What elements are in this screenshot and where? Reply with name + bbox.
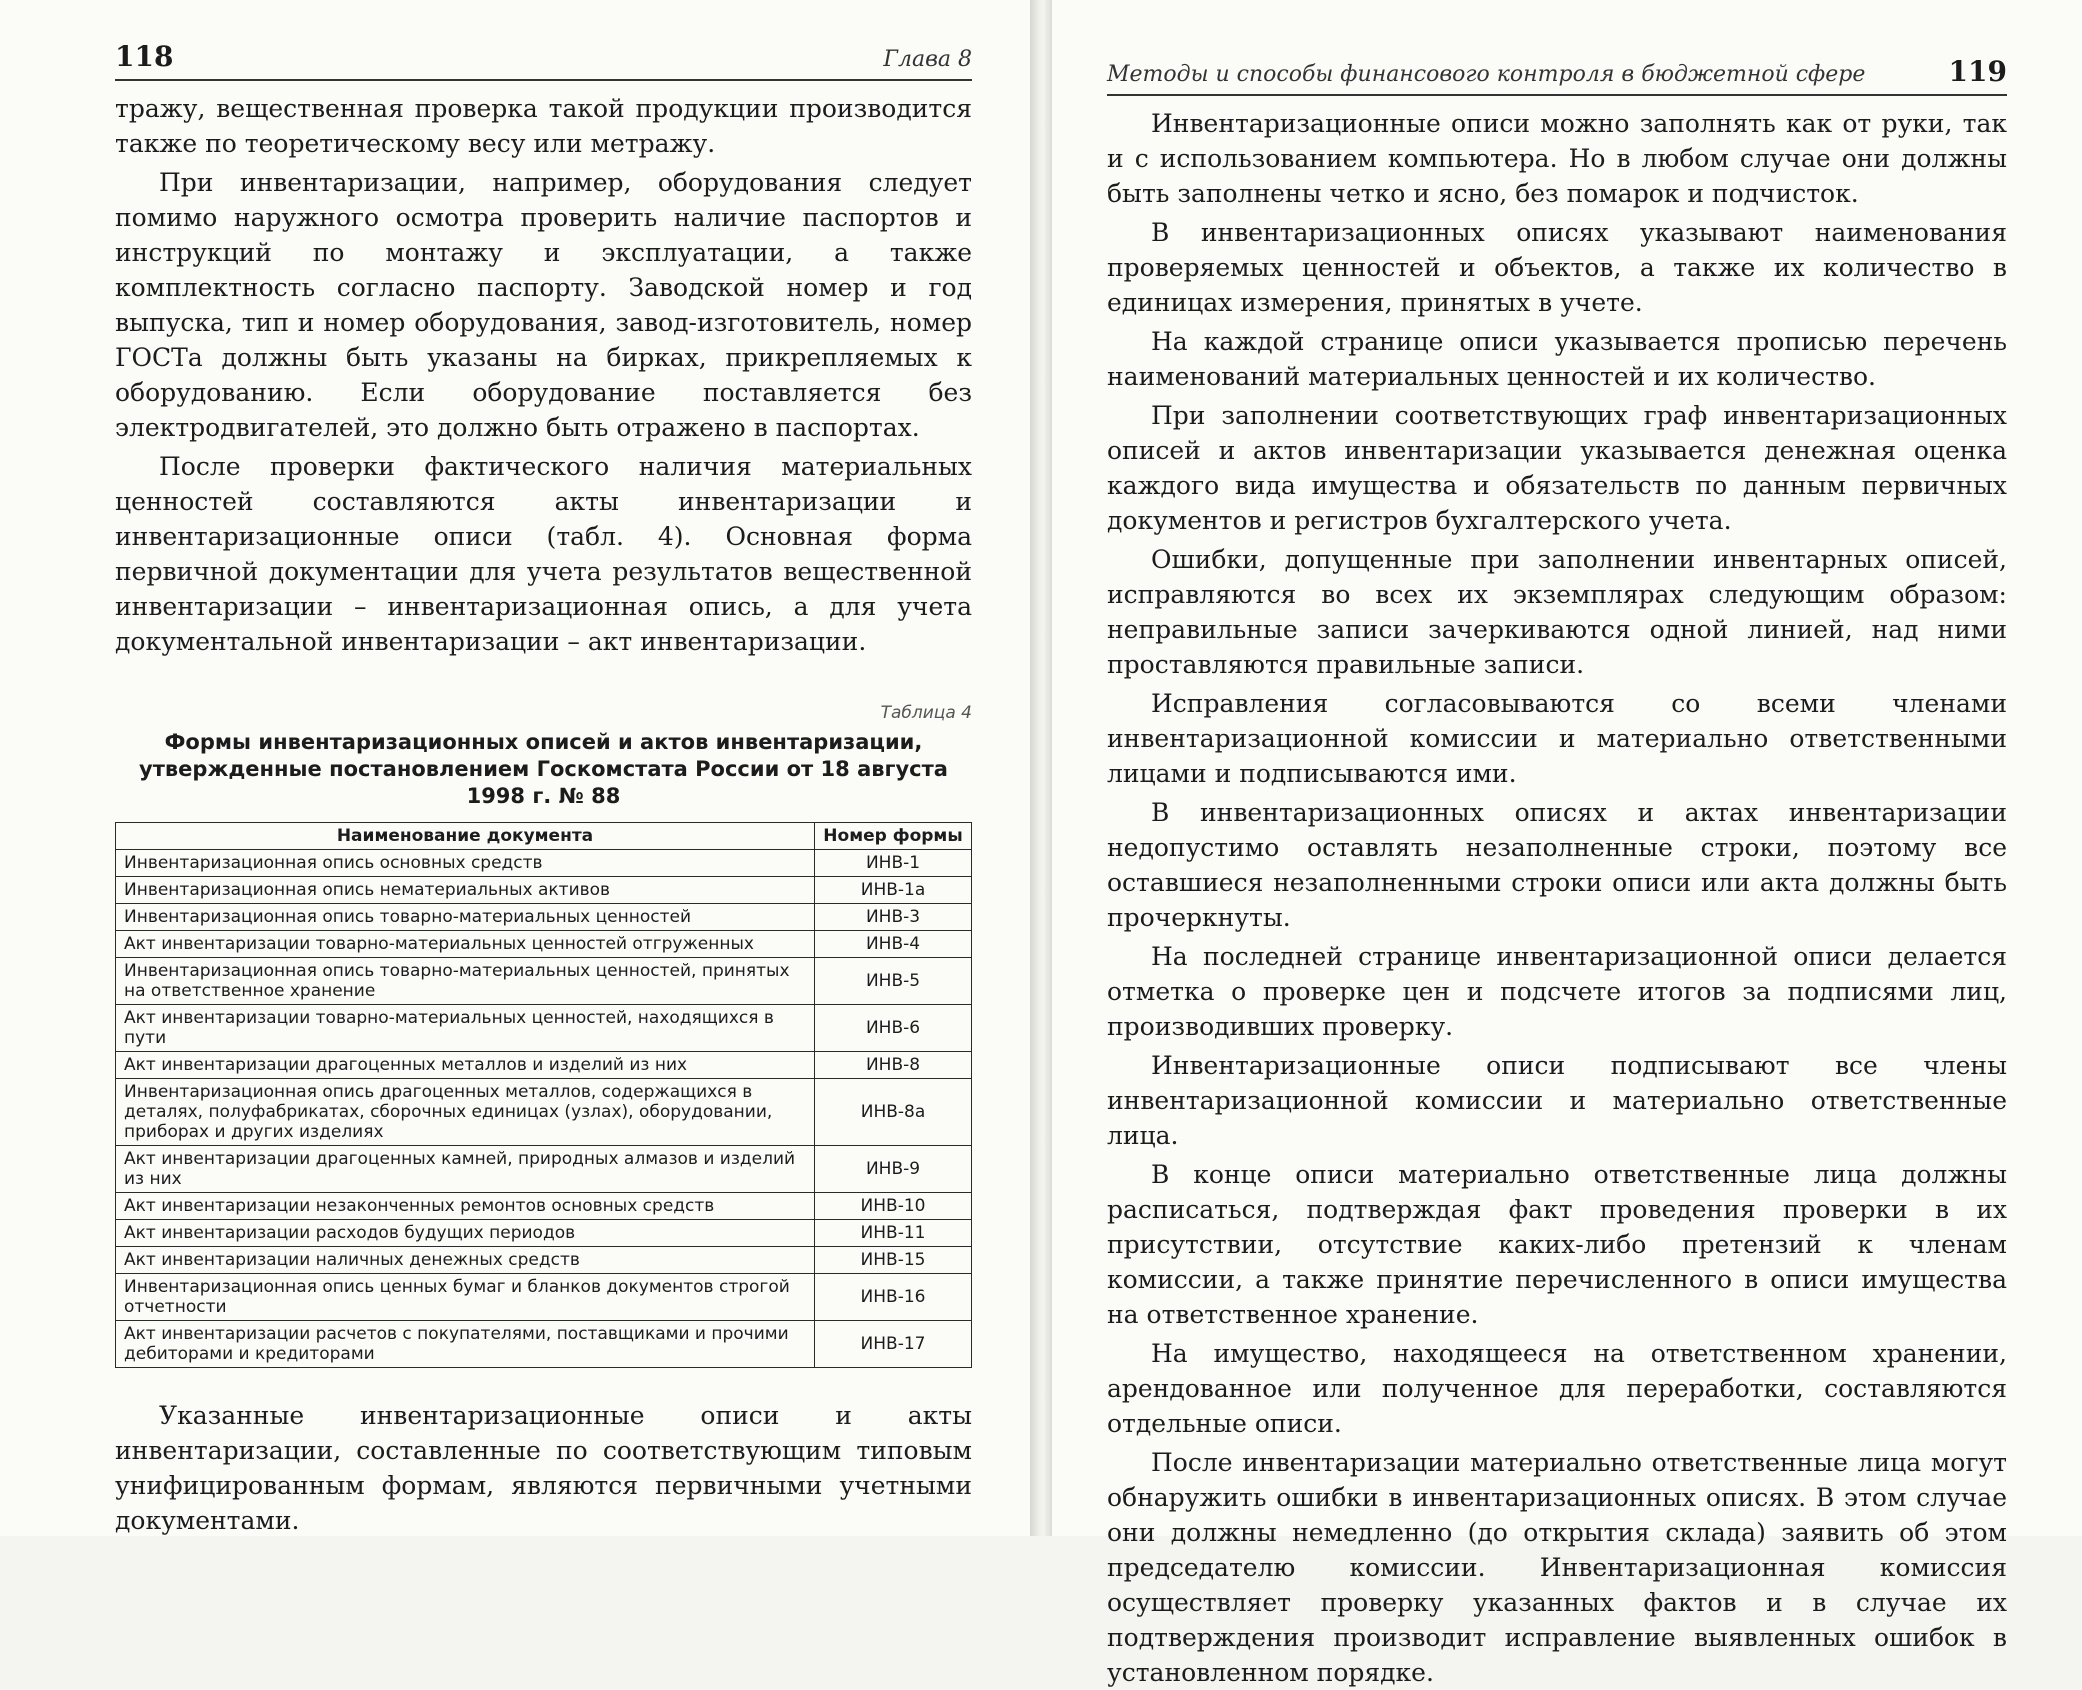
- right-running-head: [1107, 55, 2007, 96]
- document-name-cell: Акт инвентаризации драгоценных камней, природных алмазов и изделий из них: [116, 1146, 815, 1193]
- section-title: Методы и способы финансового контроля в бюджетной сфере: [1107, 62, 1866, 87]
- paragraph: Инвентаризационные описи можно заполнять как от руки, так и с использованием компьютера. Но в любом случае они должны быть заполнены четко и ясно, без помарок и подчисток.: [1107, 109, 2007, 208]
- chapter-label: Глава 8: [883, 47, 972, 72]
- table-row: [116, 1079, 972, 1146]
- inventory-forms-table: [115, 822, 972, 1368]
- document-name-cell: Акт инвентаризации товарно-материальных ценностей отгруженных: [116, 931, 815, 958]
- document-name-cell: Инвентаризационная опись драгоценных металлов, содержащихся в деталях, полуфабрикатах, сборочных единицах (узлах), оборудовании, приборах и других изделиях: [116, 1079, 815, 1146]
- paragraph: После проверки фактического наличия материальных ценностей составляются акты инвентаризации и инвентаризационные описи (табл. 4). Основная форма первичной документации для учета результатов вещественной инвентаризации – инвентаризационная опись, а для учета документальной инвентаризации – акт инвентаризации.: [115, 452, 972, 656]
- right-body-text: [1107, 106, 2007, 1690]
- table-row: [116, 1146, 972, 1193]
- table-row: [116, 1247, 972, 1274]
- paragraph: При инвентаризации, например, оборудования следует помимо наружного осмотра проверить наличие паспортов и инструкций по монтажу и эксплуатации, а также комплектность согласно паспорту. Заводской номер и год выпуска, тип и номер оборудования, завод-изготовитель, номер ГОСТа должны быть указаны на бирках, прикрепляемых к оборудованию. Если оборудование поставляется без электродвигателей, это должно быть отражено в паспортах.: [115, 168, 972, 442]
- paragraph: В инвентаризационных описях и актах инвентаризации недопустимо оставлять незаполненные строки, поэтому все оставшиеся незаполненными строки описи или акта должны быть прочеркнуты.: [1107, 798, 2007, 932]
- column-header-document: Наименование документа: [116, 823, 815, 850]
- table-caption: Таблица 4: [880, 703, 972, 723]
- left-body-text-bottom: [115, 1398, 972, 1538]
- document-name-cell: Акт инвентаризации товарно-материальных ценностей, находящихся в пути: [116, 1005, 815, 1052]
- document-name-cell: Акт инвентаризации наличных денежных средств: [116, 1247, 815, 1274]
- form-number-cell: ИНВ-17: [815, 1321, 972, 1368]
- table-row: [116, 931, 972, 958]
- document-name-cell: Инвентаризационная опись товарно-материальных ценностей: [116, 904, 815, 931]
- paragraph: При заполнении соответствующих граф инвентаризационных описей и актов инвентаризации указывается денежная оценка каждого вида имущества и обязательств по данным первичных документов и регистров бухгалтерского учета.: [1107, 401, 2007, 535]
- page-number-left: 118: [115, 40, 174, 73]
- form-number-cell: ИНВ-10: [815, 1193, 972, 1220]
- document-name-cell: Инвентаризационная опись основных средств: [116, 850, 815, 877]
- table-row: [116, 1220, 972, 1247]
- table-row: [116, 1274, 972, 1321]
- paragraph: Ошибки, допущенные при заполнении инвентарных описей, исправляются во всех их экземплярах следующим образом: неправильные записи зачеркиваются одной линией, над ними проставляются правильные записи.: [1107, 545, 2007, 679]
- left-running-head: [115, 40, 972, 81]
- paragraph: После инвентаризации материально ответственные лица могут обнаружить ошибки в инвентаризационных описях. В этом случае они должны немедленно (до открытия склада) заявить об этом председателю комиссии. Инвентаризационная комиссия осуществляет проверку указанных фактов и в случае их подтверждения производит исправление выявленных ошибок в установленном порядке.: [1107, 1448, 2007, 1687]
- paragraph: На имущество, находящееся на ответственном хранении, арендованное или полученное для переработки, составляются отдельные описи.: [1107, 1339, 2007, 1438]
- paragraph: На каждой странице описи указывается прописью перечень наименований материальных ценностей и их количество.: [1107, 327, 2007, 391]
- form-number-cell: ИНВ-16: [815, 1274, 972, 1321]
- form-number-cell: ИНВ-3: [815, 904, 972, 931]
- book-gutter: [1030, 0, 1052, 1536]
- left-page: [0, 0, 1030, 1536]
- document-name-cell: Акт инвентаризации расходов будущих периодов: [116, 1220, 815, 1247]
- table-row: [116, 850, 972, 877]
- table-row: [116, 1321, 972, 1368]
- table-row: [116, 904, 972, 931]
- form-number-cell: ИНВ-1: [815, 850, 972, 877]
- form-number-cell: ИНВ-4: [815, 931, 972, 958]
- form-number-cell: ИНВ-6: [815, 1005, 972, 1052]
- paragraph: В конце описи материально ответственные лица должны расписаться, подтверждая факт проведения проверки в их присутствии, отсутствие каких-либо претензий к членам комиссии, а также принятие перечисленного в описи имущества на ответственное хранение.: [1107, 1160, 2007, 1329]
- paragraph: Инвентаризационные описи подписывают все члены инвентаризационной комиссии и материально ответственные лица.: [1107, 1051, 2007, 1150]
- table-row: [116, 1052, 972, 1079]
- paragraph: Исправления согласовываются со всеми членами инвентаризационной комиссии и материально ответственными лицами и подписываются ими.: [1107, 689, 2007, 788]
- document-name-cell: Акт инвентаризации расчетов с покупателями, поставщиками и прочими дебиторами и кредиторами: [116, 1321, 815, 1368]
- right-page: [1052, 0, 2082, 1687]
- document-name-cell: Акт инвентаризации драгоценных металлов и изделий из них: [116, 1052, 815, 1079]
- document-name-cell: Акт инвентаризации незаконченных ремонтов основных средств: [116, 1193, 815, 1220]
- form-number-cell: ИНВ-11: [815, 1220, 972, 1247]
- column-header-form-number: Номер формы: [815, 823, 972, 850]
- paragraph: тражу, вещественная проверка такой продукции производится также по теоретическому весу или метражу.: [115, 94, 972, 158]
- form-number-cell: ИНВ-8: [815, 1052, 972, 1079]
- table-header-row: [116, 823, 972, 850]
- table-row: [116, 1005, 972, 1052]
- paragraph: На последней странице инвентаризационной описи делается отметка о проверке цен и подсчете итогов за подписями лиц, производивших проверку.: [1107, 942, 2007, 1041]
- form-number-cell: ИНВ-8а: [815, 1079, 972, 1146]
- form-number-cell: ИНВ-1а: [815, 877, 972, 904]
- table-title: Формы инвентаризационных описей и актов инвентаризации, утвержденные постановлением Госкомстата России от 18 августа 1998 г. № 88: [139, 730, 948, 808]
- form-number-cell: ИНВ-5: [815, 958, 972, 1005]
- table-row: [116, 877, 972, 904]
- form-number-cell: ИНВ-15: [815, 1247, 972, 1274]
- document-name-cell: Инвентаризационная опись ценных бумаг и бланков документов строгой отчетности: [116, 1274, 815, 1321]
- paragraph: В инвентаризационных описях указывают наименования проверяемых ценностей и объектов, а также их количество в единицах измерения, принятых в учете.: [1107, 218, 2007, 317]
- document-name-cell: Инвентаризационная опись нематериальных активов: [116, 877, 815, 904]
- left-body-text: [115, 91, 972, 659]
- table-block: [115, 703, 972, 1368]
- form-number-cell: ИНВ-9: [815, 1146, 972, 1193]
- table-row: [116, 1193, 972, 1220]
- document-name-cell: Инвентаризационная опись товарно-материальных ценностей, принятых на ответственное хранение: [116, 958, 815, 1005]
- table-row: [116, 958, 972, 1005]
- page-number-right: 119: [1948, 55, 2007, 88]
- paragraph: Указанные инвентаризационные описи и акты инвентаризации, составленные по соответствующим типовым унифицированным формам, являются первичными учетными документами.: [115, 1401, 972, 1535]
